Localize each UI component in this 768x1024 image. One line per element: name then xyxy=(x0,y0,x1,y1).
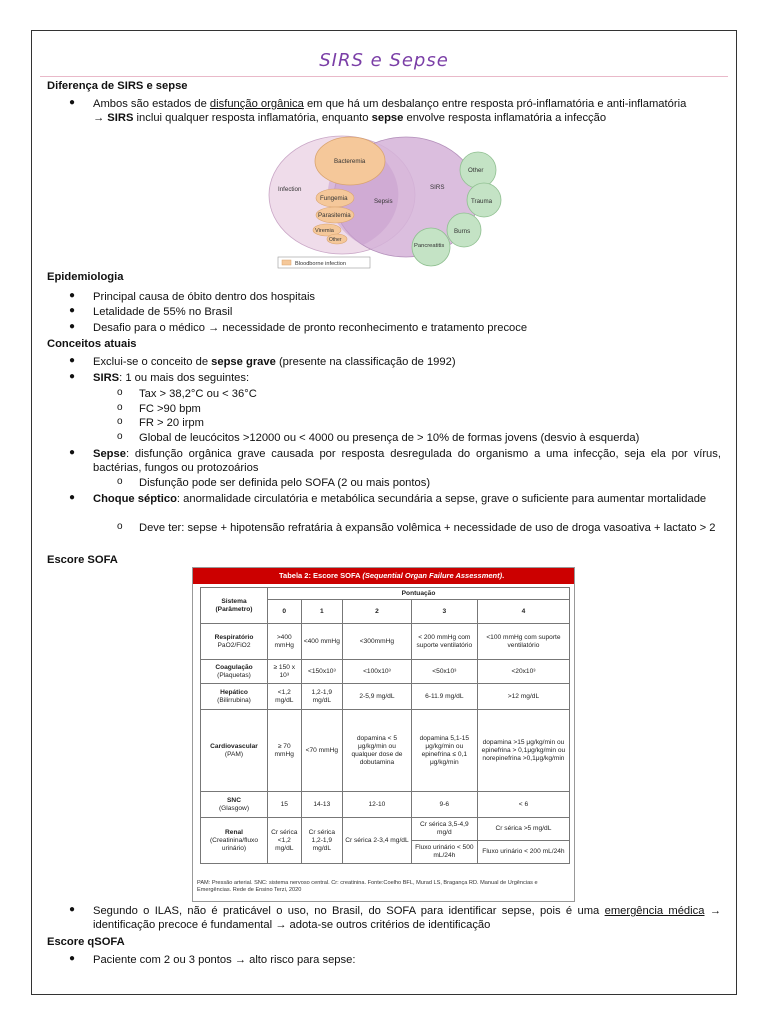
table-cell: <300mmHg xyxy=(343,624,412,660)
legend-label: Bloodborne infection xyxy=(295,261,347,267)
sub-bullet-icon: o xyxy=(117,387,123,398)
table-cell: dopamina 5,1-15 μg/kg/min ou epinefrina ≤ 0,1 μg/kg/min xyxy=(411,710,477,792)
row-label: Cardiovascular (PAM) xyxy=(201,710,268,792)
table-cell: dopamina < 5 μg/kg/min ou qualquer dose de dobutamina xyxy=(343,710,412,792)
table-cell: ≥ 70 mmHg xyxy=(268,710,302,792)
bullet-icon: ● xyxy=(69,953,76,964)
paragraph-diferenca-1: Ambos são estados de disfunção orgânica em que há um desbalanço entre resposta pró-inflamatória e anti-inflamatória xyxy=(93,98,687,110)
sepse-sub: Disfunção pode ser definida pelo SOFA (2 ou mais pontos) xyxy=(139,477,431,489)
sofa-footnote: PAM: Pressão arterial. SNC: sistema nervoso central. Cr: creatinina. Fonte:Coelho BFL, Murad LS, Bragança RD. Manual de Urgências e Emergências. Rede de Ensino Terzi, 2020 xyxy=(197,880,538,893)
label-sepsis: Sepsis xyxy=(374,198,393,205)
score-header: 3 xyxy=(411,600,477,624)
sofa-table-title: Tabela 2: Escore SOFA (Sequential Organ Failure Assessment). xyxy=(193,568,574,584)
table-cell: 6-11.9 mg/dL xyxy=(411,684,477,710)
sub-bullet-icon: o xyxy=(117,402,123,413)
bullet-icon: ● xyxy=(69,904,76,915)
sub-bullet-icon: o xyxy=(117,521,123,532)
row-label: Renal (Creatinina/fluxo urinário) xyxy=(201,818,268,864)
qsofa-item: Paciente com 2 ou 3 pontos → alto risco para sepse: xyxy=(93,954,356,966)
bullet-icon: ● xyxy=(69,447,76,458)
bullet-icon: ● xyxy=(69,492,76,503)
label-bacteremia: Bacteremia xyxy=(334,158,366,165)
table-row xyxy=(201,660,570,684)
label-infection: Infection xyxy=(278,186,302,193)
conceito-sepse: Sepse: disfunção orgânica grave causada por resposta desregulada do organismo a uma infecção, seja ela por vírus, bactérias, fungos ou protozoários xyxy=(93,448,721,474)
table-cell: 12-10 xyxy=(343,792,412,818)
table-cell: <1,2 mg/dL xyxy=(268,684,302,710)
table-cell: <20x10³ xyxy=(477,660,569,684)
sub-bullet-icon: o xyxy=(117,416,123,427)
table-cell: <150x10³ xyxy=(301,660,343,684)
table-cell: <100x10³ xyxy=(343,660,412,684)
heading-sofa: Escore SOFA xyxy=(47,554,118,566)
table-cell: <50x10³ xyxy=(411,660,477,684)
table-cell: Cr sérica <1,2 mg/dL xyxy=(268,818,302,864)
row-label: Respiratório PaO2/FiO2 xyxy=(201,624,268,660)
table-cell: 15 xyxy=(268,792,302,818)
table-cell: <100 mmHg com suporte ventilatório xyxy=(477,624,569,660)
label-other-inner: Other xyxy=(329,237,342,243)
epi-item-3: Desafio para o médico → necessidade de pronto reconhecimento e tratamento precoce xyxy=(93,322,528,334)
label-other: Other xyxy=(468,167,484,174)
sirs-item-3: FR > 20 irpm xyxy=(139,417,204,429)
table-cell: 1,2-1,9 mg/dL xyxy=(301,684,343,710)
score-header: 0 xyxy=(268,600,302,624)
heading-conceitos: Conceitos atuais xyxy=(47,338,137,350)
legend-swatch xyxy=(282,260,291,265)
row-label: Coagulação (Plaquetas) xyxy=(201,660,268,684)
table-cell: >400 mmHg xyxy=(268,624,302,660)
table-cell: Cr sérica 2-3,4 mg/dL xyxy=(343,818,412,864)
conceito-choque: Choque séptico: anormalidade circulatória e metabólica secundária a sepse, grave o suficiente para aumentar mortalidade xyxy=(93,493,707,505)
table-cell: ≥ 150 x 10³ xyxy=(268,660,302,684)
row-label: SNC (Glasgow) xyxy=(201,792,268,818)
table-row xyxy=(201,684,570,710)
label-sirs: SIRS xyxy=(430,184,445,191)
sirs-sepsis-venn-diagram xyxy=(268,133,504,275)
heading-epidemiologia: Epidemiologia xyxy=(47,271,124,283)
table-row xyxy=(201,818,570,841)
sub-bullet-icon: o xyxy=(117,431,123,442)
sofa-table xyxy=(200,587,570,864)
bullet-icon: ● xyxy=(69,321,76,332)
table-cell: 9-6 xyxy=(411,792,477,818)
heading-qsofa: Escore qSOFA xyxy=(47,936,125,948)
label-pancreatitis: Pancreatitis xyxy=(414,243,445,249)
label-trauma: Trauma xyxy=(471,198,493,205)
page-title: SIRS e Sepse xyxy=(319,50,449,71)
table-row xyxy=(201,792,570,818)
table-cell: 14-13 xyxy=(301,792,343,818)
sirs-item-1: Tax > 38,2°C ou < 36°C xyxy=(139,388,257,400)
bullet-icon: ● xyxy=(69,290,76,301)
heading-diferenca: Diferença de SIRS e sepse xyxy=(47,80,188,92)
sirs-item-2: FC >90 bpm xyxy=(139,403,201,415)
label-viremia: Viremia xyxy=(315,228,334,234)
choque-sub: Deve ter: sepse + hipotensão refratária à expansão volêmica + necessidade de uso de droga vasoativa + lactato > 2 xyxy=(139,522,716,534)
col-system: Sistema (Parâmetro) xyxy=(201,588,268,624)
col-score: Pontuação xyxy=(268,588,570,600)
score-header: 1 xyxy=(301,600,343,624)
sofa-note: Segundo o ILAS, não é praticável o uso, no Brasil, do SOFA para identificar sepse, pois é uma emergência médica → identificação precoce é fundamental → adota-se outros critérios de identificação xyxy=(93,905,721,931)
bullet-icon: ● xyxy=(69,371,76,382)
table-cell: >12 mg/dL xyxy=(477,684,569,710)
table-cell: dopamina >15 μg/kg/min ou epinefrina > 0,1μg/kg/min ou norepinefrina >0,1μg/kg/min xyxy=(477,710,569,792)
table-cell: Fluxo urinário < 500 mL/24h xyxy=(411,841,477,864)
title-divider xyxy=(40,76,728,77)
score-header: 4 xyxy=(477,600,569,624)
table-row xyxy=(201,624,570,660)
table-cell: <70 mmHg xyxy=(301,710,343,792)
table-cell: 2-5,9 mg/dL xyxy=(343,684,412,710)
bullet-icon: ● xyxy=(69,97,76,108)
table-cell: Cr sérica 3,5-4,9 mg/d xyxy=(411,818,477,841)
paragraph-diferenca-2: → SIRS inclui qualquer resposta inflamatória, enquanto sepse envolve resposta inflamatória a infecção xyxy=(93,112,607,124)
bullet-icon: ● xyxy=(69,305,76,316)
table-cell: Cr sérica 1,2-1,9 mg/dL xyxy=(301,818,343,864)
epi-item-1: Principal causa de óbito dentro dos hospitais xyxy=(93,291,316,303)
conceito-sepse-grave: Exclui-se o conceito de sepse grave (presente na classificação de 1992) xyxy=(93,356,456,368)
label-burns: Burns xyxy=(454,228,471,235)
table-cell: <400 mmHg xyxy=(301,624,343,660)
table-cell: < 6 xyxy=(477,792,569,818)
sirs-item-4: Global de leucócitos >12000 ou < 4000 ou presença de > 10% de formas jovens (desvio à esquerda) xyxy=(139,432,640,444)
table-cell: < 200 mmHg com suporte ventilatório xyxy=(411,624,477,660)
row-label: Hepático (Bilirrubina) xyxy=(201,684,268,710)
table-cell: Fluxo urinário < 200 mL/24h xyxy=(477,841,569,864)
table-row xyxy=(201,710,570,792)
label-fungemia: Fungemia xyxy=(320,195,348,202)
epi-item-2: Letalidade de 55% no Brasil xyxy=(93,306,233,318)
sub-bullet-icon: o xyxy=(117,476,123,487)
score-header: 2 xyxy=(343,600,412,624)
label-parasitemia: Parasitemia xyxy=(318,212,351,219)
sofa-table-image xyxy=(192,567,575,902)
bullet-icon: ● xyxy=(69,355,76,366)
conceito-sirs: SIRS: 1 ou mais dos seguintes: xyxy=(93,372,250,384)
table-cell: Cr sérica >5 mg/dL xyxy=(477,818,569,841)
